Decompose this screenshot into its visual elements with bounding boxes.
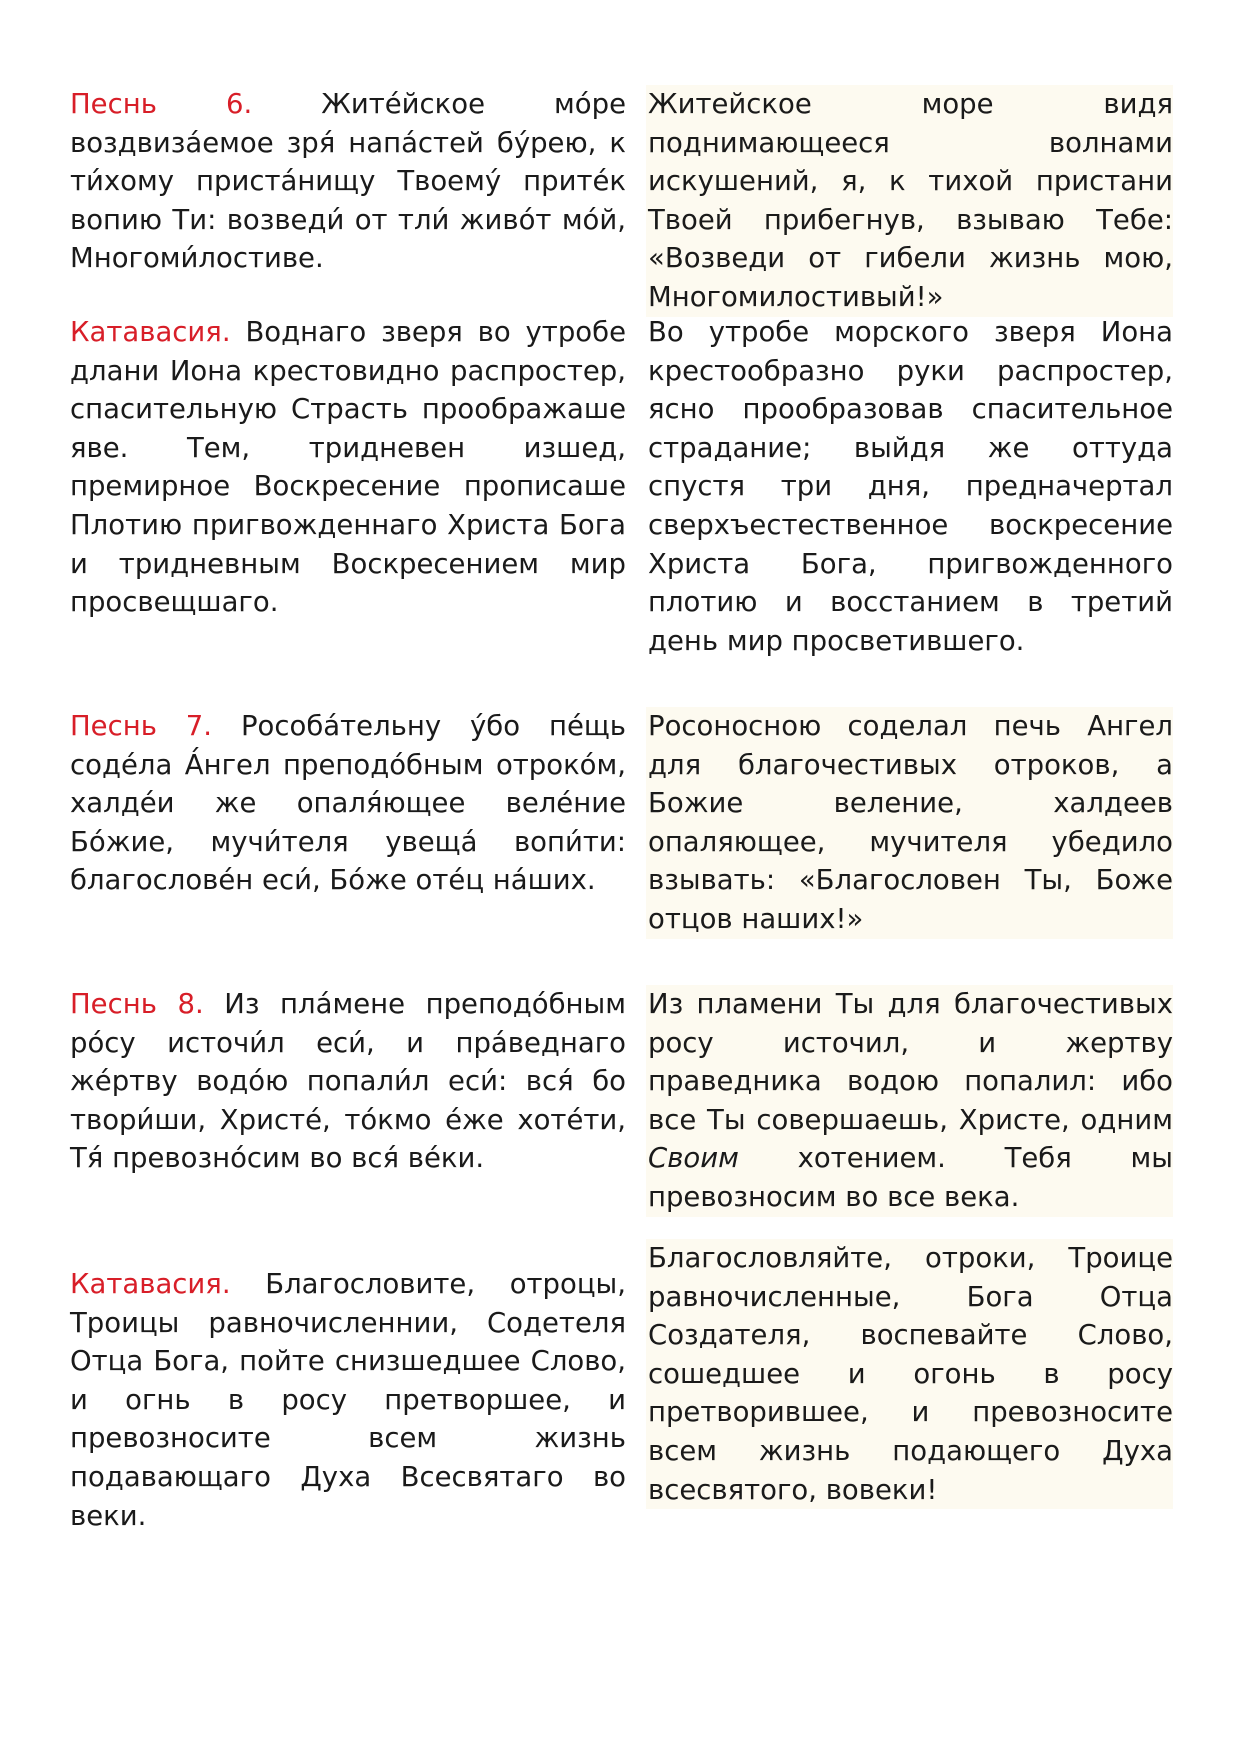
russian-verse-part-1: Из пламени Ты для благочестивых росу источил, и жертву праведника водою попалил: ибо все Ты совершаешь, Христе, одним xyxy=(648,988,1173,1136)
russian-text-ode-8 xyxy=(646,985,1173,1217)
russian-verse: Во утробе морского зверя Иона крестообразно руки распростер, ясно прообразовав спасительное страдание; выйдя же оттуда спустя три дня, предначертал сверхъестественное воскресение Христа Бога, пригвожденного плотию и восстанием в третий день мир просветившего. xyxy=(648,316,1173,657)
section-label: Песнь 7. xyxy=(70,710,213,742)
slavonic-text-ode-6 xyxy=(70,85,626,278)
slavonic-text-ode-7 xyxy=(70,707,626,900)
section-label: Катавасия. xyxy=(70,316,231,348)
section-label: Песнь 8. xyxy=(70,988,204,1020)
russian-verse: Житейское море видя поднимающееся волнами искушений, я, к тихой пристани Твоей прибегнув, взываю Тебе: «Возведи от гибели жизнь мою, Многомилостивый!» xyxy=(648,88,1173,313)
russian-text-ode-6 xyxy=(646,85,1173,317)
slavonic-verse: Воднаго зверя во утробе длани Иона крестовидно распростер, спасительную Страсть проображаше яве. Тем, тридневен изшед, премирное Воскресение прописаше Плотию пригвожденнаго Христа Бога и тридневным Воскресением мир просвещшаго. xyxy=(70,316,626,619)
slavonic-text-katavasia-6 xyxy=(70,313,626,622)
slavonic-text-katavasia-8 xyxy=(70,1265,626,1535)
section-label: Катавасия. xyxy=(70,1268,231,1300)
slavonic-verse: Из пла́мене преподо́бным ро́су источи́л еси́, и пра́веднаго же́ртву водо́ю попали́л еси́: вся́ бо твори́ши, Христе́, то́кмо е́же хоте́ти, Тя́ превозно́сим во вся́ ве́ки. xyxy=(70,988,626,1175)
russian-text-ode-7 xyxy=(646,707,1173,939)
russian-verse-italic: Своим xyxy=(648,1142,739,1175)
slavonic-text-ode-8 xyxy=(70,985,626,1178)
slavonic-verse: Рособа́тельну у́бо пе́щь соде́ла А́нгел преподо́бным отроко́м, халде́и же опаля́ющее веле́ние Бо́жие, мучи́теля увеща́ вопи́ти: благослове́н еси́, Бо́же оте́ц на́ших. xyxy=(70,710,626,897)
section-label: Песнь 6. xyxy=(70,88,253,120)
russian-text-katavasia-6 xyxy=(648,313,1173,660)
slavonic-verse: Благословите, отроцы, Троицы равночисленнии, Содетеля Отца Бога, пойте снизшедшее Слово, и огнь в росу претворшее, и превозносите всем жизнь подавающаго Духа Всесвятаго во веки. xyxy=(70,1268,626,1532)
slavonic-verse: Жите́йское мо́ре воздвиза́емое зря́ напа́стей бу́рею, к ти́хому приста́нищу Твоему́ прите́к вопию Ти: возведи́ от тли́ живо́т мо́й, Многоми́лостиве. xyxy=(70,88,626,275)
russian-verse: Росоносною соделал печь Ангел для благочестивых отроков, а Божие веление, халдеев опаляющее, мучителя убедило взывать: «Благословен Ты, Боже отцов наших!» xyxy=(648,710,1173,935)
russian-verse: Благословляйте, отроки, Троице равночисленные, Бога Отца Создателя, воспевайте Слово, сошедшее и огонь в росу претворившее, и превозносите всем жизнь подающего Духа всесвятого, вовеки! xyxy=(648,1242,1173,1506)
russian-verse-part-2: хотением. Тебя мы превозносим во все века. xyxy=(648,1142,1173,1213)
russian-text-katavasia-8 xyxy=(646,1239,1173,1509)
